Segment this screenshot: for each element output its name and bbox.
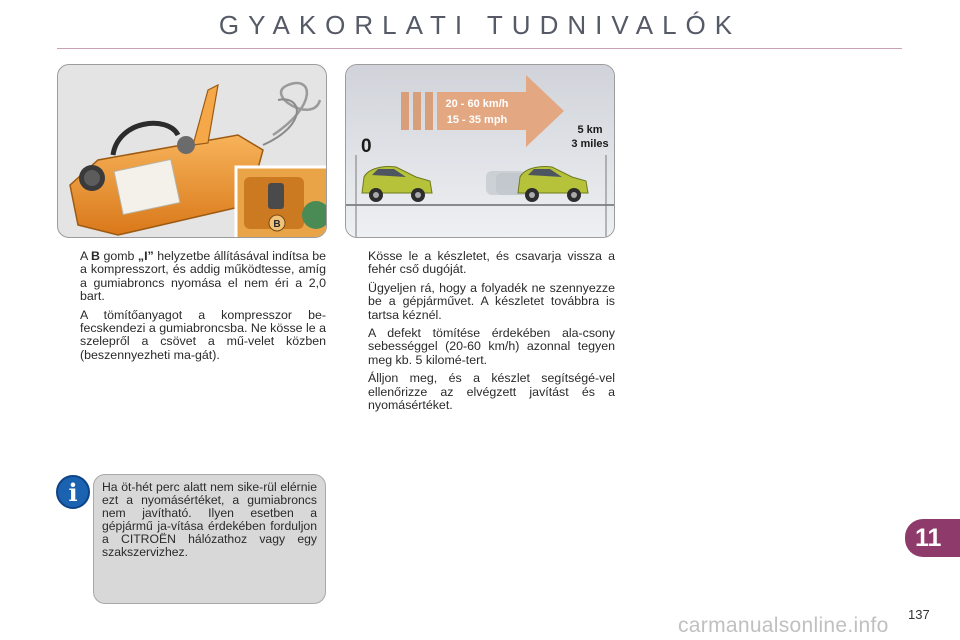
item-note: Ügyeljen rá, hogy a folyadék ne szennyezze be a gépjárművet. A készletet továbbra is tartsa kéznél. xyxy=(368,280,615,322)
list-item xyxy=(350,327,615,367)
info-box xyxy=(93,474,326,604)
lid xyxy=(193,85,218,145)
item-text: helyzetbe állításával indítsa be a kompresszort, és addig működtesse, amíg a gumiabroncs nyomása el nem éri a 2,0 bart. xyxy=(80,249,326,304)
chapter-tab[interactable] xyxy=(905,519,960,557)
list-item xyxy=(350,372,615,412)
item-text: A defekt tömítése érdekében ala-csony sebességgel (20-60 km/h) azonnal tegyen meg kb. 5 kilomé-tert. xyxy=(368,326,615,367)
right-instructions xyxy=(350,250,615,417)
page-number: 137 xyxy=(908,607,930,622)
item-text: Álljon meg, és a készlet segítségé-vel ellenőrizze az elvégzett javítást és a nyomásértéket. xyxy=(368,371,615,413)
item-note: A tömítőanyagot a kompresszor be-fecskendezi a gumiabroncsba. Ne kösse le a szelepről a csövet a mű-velet közben (beszennyezheti ma-gát). xyxy=(80,307,326,362)
switch-position-i: „I” xyxy=(137,249,154,263)
watermark: carmanualsonline.info xyxy=(678,614,889,637)
list-item xyxy=(350,250,615,277)
left-instructions xyxy=(62,250,326,367)
speed-bar xyxy=(425,92,433,130)
compressor-kit-illustration xyxy=(57,64,327,238)
item-text: Kösse le a készletet, és csavarja vissza a fehér cső dugóját. xyxy=(368,249,615,277)
info-icon: i xyxy=(56,475,90,509)
compressor-kit-drawing xyxy=(58,65,327,238)
speed-bar xyxy=(413,92,421,130)
switch xyxy=(268,183,284,209)
list-item xyxy=(62,250,326,304)
info-text: Ha öt-hét perc alatt nem sike-rül elérnie ezt a nyomásértéket, a gumiabroncs nem javítható. Ilyen esetben a gépjármű ja-vítása érdekében forduljon a CITROËN hálózathoz vagy egy szakszervizhez. xyxy=(102,480,317,559)
item-text: A xyxy=(80,249,92,263)
page-title: GYAKORLATI TUDNIVALÓK xyxy=(218,10,742,40)
distance-km-label: 5 km xyxy=(577,124,603,136)
speed-distance-illustration xyxy=(345,64,615,238)
speed-kmh-label: 20 - 60 km/h xyxy=(445,98,509,110)
callout-b-label: B xyxy=(273,219,281,230)
start-distance-label: 0 xyxy=(361,136,372,157)
distance-miles-label: 3 miles xyxy=(571,138,609,150)
speed-mph-label: 15 - 35 mph xyxy=(446,114,508,126)
speed-bar xyxy=(401,92,409,130)
item-text: gomb xyxy=(100,249,138,263)
header-divider xyxy=(57,48,902,49)
b-button-reference: B xyxy=(91,249,100,263)
chapter-number: 11 xyxy=(915,523,942,552)
